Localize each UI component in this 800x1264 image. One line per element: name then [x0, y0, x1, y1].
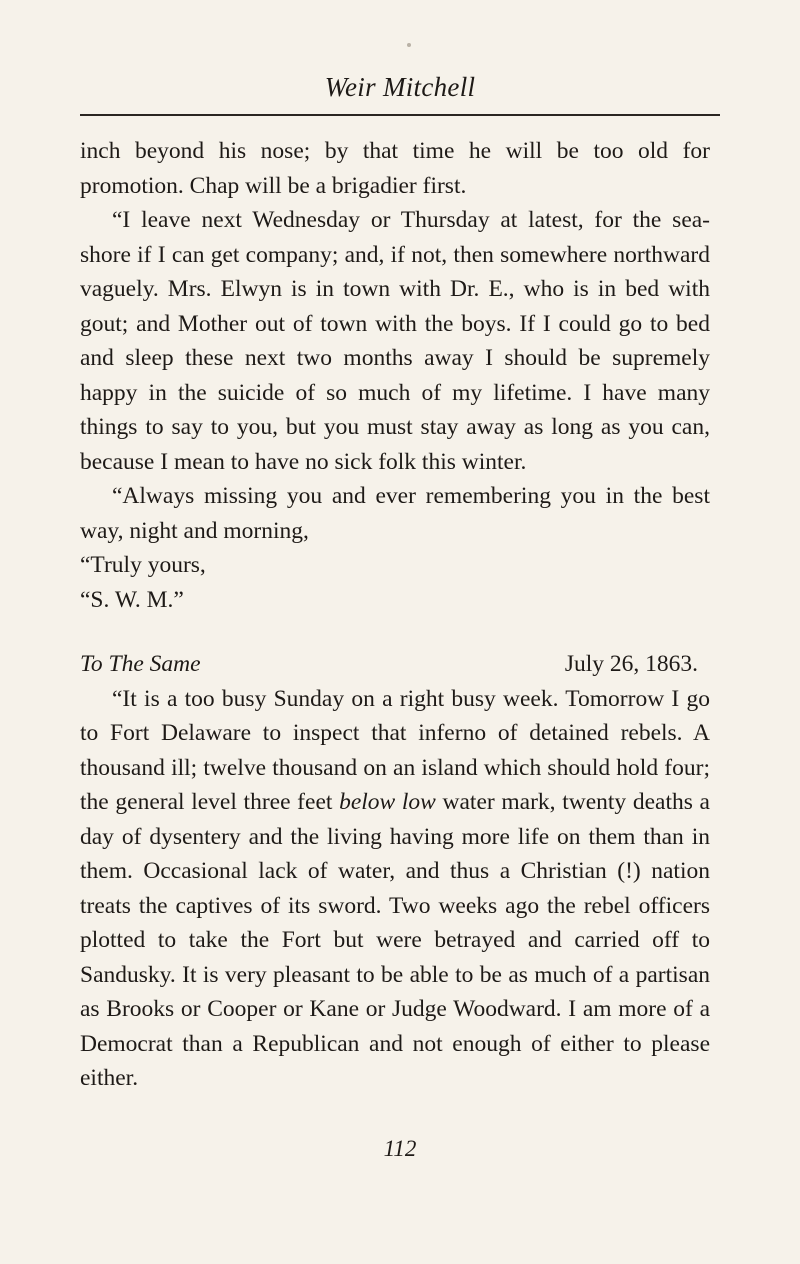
letter-heading: [80, 647, 710, 682]
letter-recipient: To The Same: [80, 651, 201, 677]
page-number: 112: [383, 1136, 417, 1161]
ornament-dot: [407, 43, 411, 47]
letter-2-paragraph: [80, 682, 710, 1096]
running-head: Weir Mitchell: [324, 72, 476, 102]
header-rule: [80, 114, 720, 116]
paragraph-3: “Always missing you and ever remembering you in the best way, night and morning,: [80, 483, 710, 544]
letter-2-emphasis: below low: [339, 789, 436, 815]
closing-signature: “S. W. M.”: [80, 586, 184, 613]
body-text: [80, 134, 710, 1096]
closing-line-1: “Truly yours,: [80, 552, 206, 578]
paragraph-2: “I leave next Wednesday or Thursday at latest, for the sea-shore if I can get company; and, if not, then somewhere northward vaguely. Mrs. Elwyn is in town with Dr. E., who is in bed with gout; and Mother out of town with the boys. If I could go to bed and sleep these next two months away I should be supremely happy in the suicide of so much of my lifetime. I have many things to say to you, but you must stay away as long as you can, because I mean to have no sick folk this winter.: [80, 207, 710, 475]
letter-2-text-b: water mark, twenty deaths a day of dysentery and the living having more life on them than in them. Occasional lack of water, and thus a Christian (!) nation treats the captives of its sword. Two weeks ago the rebel officers plotted to take the Fort but were betrayed and carried off to Sandusky. It is very pleasant to be able to be as much of a partisan as Brooks or Cooper or Kane or Judge Woodward. I am more of a Democrat than a Republican and not enough of either to please either.: [80, 789, 710, 1091]
letter-date: July 26, 1863.: [564, 651, 698, 677]
letter-2-text-a: “It is a too busy Sunday on a right busy week. Tomorrow I go to Fort Delaware to inspect that inferno of detained rebels. A thousand ill; twelve thousand on an island which should hold four; the general level three feet: [80, 685, 710, 815]
paragraph-1: inch beyond his nose; by that time he will be too old for promotion. Chap will be a brigadier first.: [80, 138, 710, 199]
